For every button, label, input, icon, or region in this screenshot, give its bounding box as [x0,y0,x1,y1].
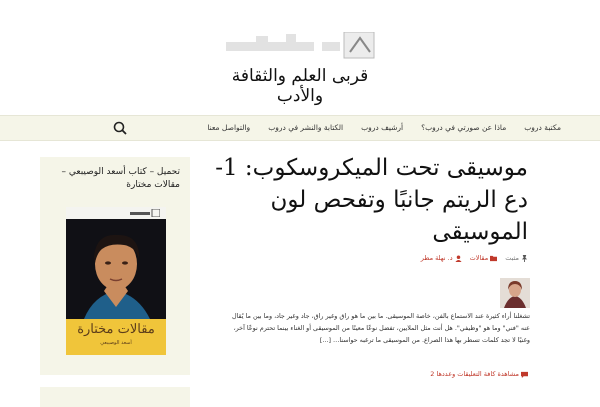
folder-icon [490,255,497,262]
meta-author [421,254,462,262]
site-logo[interactable] [226,32,376,62]
book-publisher-logo [130,209,160,217]
comments-link[interactable] [430,370,528,378]
meta-category [470,254,498,262]
post-meta [421,254,528,262]
book-author: أسعد الوصيبعي [100,340,132,346]
book-title: مقالات مختارة [77,322,155,337]
meta-pinned-label: مثبت [505,254,519,262]
meta-author-link[interactable]: د. نهلة مطر [420,254,453,262]
widget-title[interactable]: تحميل – كتاب أسعد الوصيبعي – مقالات مختارة [61,167,180,190]
author-avatar-image [500,278,530,308]
post-title[interactable]: موسيقى تحت الميكروسكوب: 1- دع الريتم جانبًا وتفحص لون الموسيقى [215,155,528,245]
sidebar-book-widget [40,157,190,375]
meta-category-link[interactable]: مقالات [469,254,489,262]
book-cover-title-band [66,319,166,355]
comments-link-label[interactable]: مشاهدة كافة التعليقات وعددها 2 [430,370,519,378]
book-cover-header [66,207,166,219]
post-thumbnail[interactable] [500,278,530,308]
nav-item-archive[interactable]: أرشيف دروب [361,123,404,132]
book-cover-image[interactable] [66,207,166,355]
nav-item-my-image[interactable]: ماذا عن صورتي في دروب؟ [421,123,507,132]
meta-pinned [505,254,528,262]
nav-menu [198,116,570,140]
user-icon [455,255,462,262]
author-portrait [66,219,166,319]
nav-item-library[interactable]: مكتبة دروب [524,123,561,132]
nav-item-writing[interactable]: الكتابة والنشر في دروب [268,123,344,132]
site-header [0,0,600,115]
nav-item-contact[interactable]: والتواصل معنا [207,123,251,132]
main-navigation [0,115,600,141]
pin-icon [521,255,528,262]
sidebar-widget-secondary [40,387,190,407]
comment-icon [521,371,528,378]
site-tagline: قربى العلم والثقافة والأدب [231,66,369,106]
post-excerpt: تشغلنا أراء كثيرة عند الاستماع بالفن، خاصة الموسيقى. ما بين ما هو راق وغير راق، جاد وغير جاد، وما بين ما يُقال عنه "فني" وما هو "وظيفي". هل أنت مثل الملايين، تفضل نوعًا معينًا من الموسيقى أو الغناء بينما تحترم نوعًا آخر، وغنيًا لا تجد كلمات تسطر بها هذا الصراع. من الموسيقى ما ترغبه حواسنا… [...] [231,312,530,344]
search-icon[interactable] [112,120,128,136]
